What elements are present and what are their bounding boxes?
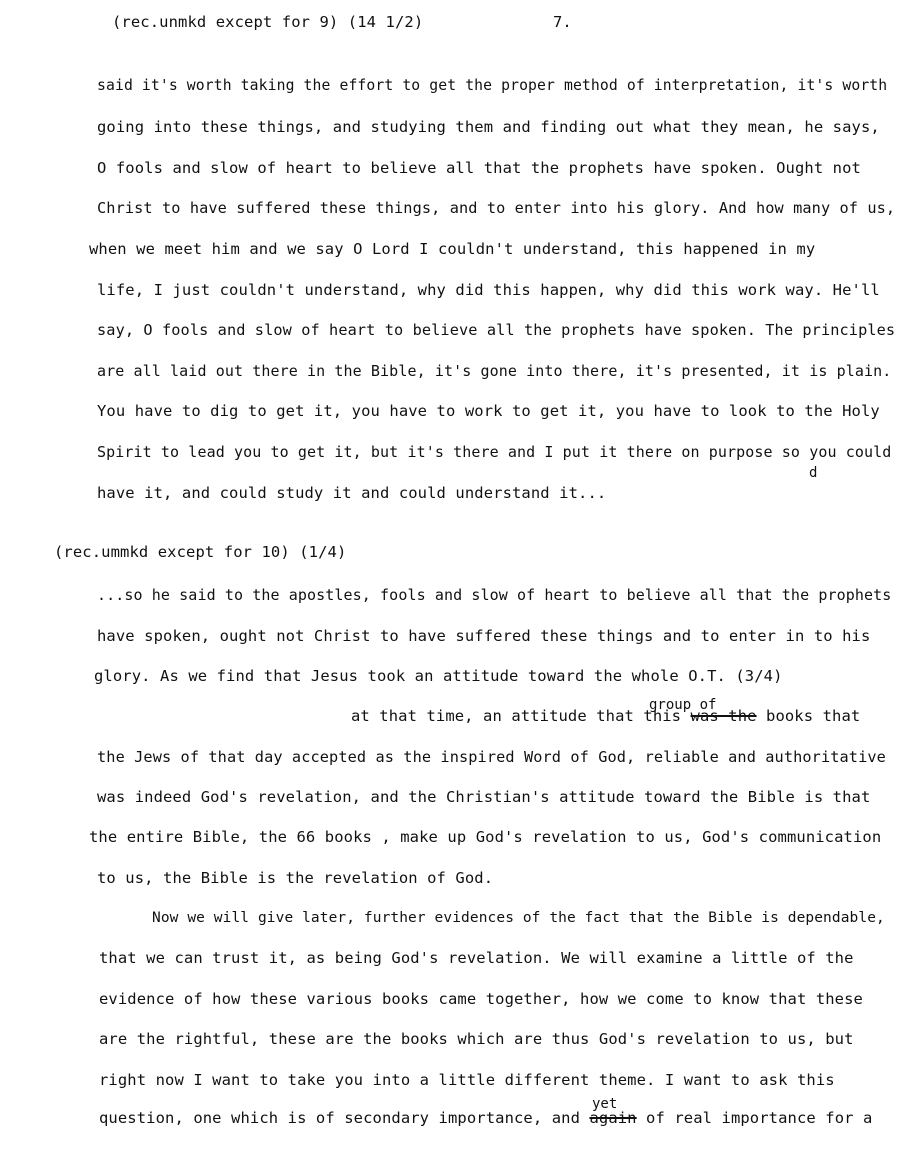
interlinear-insertion: yet xyxy=(592,1096,618,1112)
text-segment: books that xyxy=(756,707,861,725)
text-segment: at that time, an attitude that this xyxy=(351,707,691,725)
struck-text: was the xyxy=(690,707,757,725)
margin-correction: d xyxy=(809,465,818,481)
text-line: evidence of how these various books came together, how we come to know that these xyxy=(99,990,863,1008)
text-line: ...so he said to the apostles, fools and slow of heart to believe all that the prophets xyxy=(97,586,892,604)
text-line: glory. As we find that Jesus took an attitude toward the whole O.T. (3/4) xyxy=(94,667,783,685)
text-line-with-correction xyxy=(351,706,860,726)
text-line: O fools and slow of heart to believe all that the prophets have spoken. Ought not xyxy=(97,159,861,177)
text-line: are the rightful, these are the books which are thus God's revelation to us, but xyxy=(99,1030,854,1048)
text-line: are all laid out there in the Bible, it's gone into there, it's presented, it is plain. xyxy=(97,362,892,380)
interlinear-insertion: group of xyxy=(649,697,717,713)
text-line: right now I want to take you into a little different theme. I want to ask this xyxy=(99,1071,835,1089)
text-line: You have to dig to get it, you have to work to get it, you have to look to the Holy xyxy=(97,402,880,420)
text-line: Now we will give later, further evidences of the fact that the Bible is dependable, xyxy=(152,910,885,926)
text-line: the Jews of that day accepted as the inspired Word of God, reliable and authoritative xyxy=(97,748,886,766)
text-line: say, O fools and slow of heart to believe all the prophets have spoken. The principles xyxy=(97,321,896,339)
text-line: going into these things, and studying them and finding out what they mean, he says, xyxy=(97,118,880,136)
text-line: that we can trust it, as being God's revelation. We will examine a little of the xyxy=(99,949,854,967)
text-line: to us, the Bible is the revelation of God. xyxy=(97,869,494,887)
text-segment: of real importance for a xyxy=(636,1109,873,1127)
text-line: have spoken, ought not Christ to have suffered these things and to enter in to his xyxy=(97,627,871,645)
text-line: the entire Bible, the 66 books , make up God's revelation to us, God's communication xyxy=(89,828,882,846)
text-line: life, I just couldn't understand, why did this happen, why did this work way. He'll xyxy=(97,281,880,299)
text-line-with-correction xyxy=(99,1108,872,1128)
section-heading: (rec.ummkd except for 10) (1/4) xyxy=(54,543,347,561)
text-segment: question, one which is of secondary importance, and xyxy=(99,1109,590,1127)
text-line: have it, and could study it and could understand it... xyxy=(97,484,607,502)
text-line: said it's worth taking the effort to get the proper method of interpretation, it's worth xyxy=(97,77,888,94)
page-number: 7. xyxy=(553,13,572,31)
text-line: Spirit to lead you to get it, but it's there and I put it there on purpose so you could xyxy=(97,443,892,461)
running-header: (rec.unmkd except for 9) (14 1/2) xyxy=(112,13,424,31)
text-line: when we meet him and we say O Lord I couldn't understand, this happened in my xyxy=(89,240,816,258)
struck-text: again xyxy=(589,1109,637,1127)
text-line: Christ to have suffered these things, and to enter into his glory. And how many of us, xyxy=(97,199,896,217)
text-line: was indeed God's revelation, and the Christian's attitude toward the Bible is that xyxy=(97,788,871,806)
